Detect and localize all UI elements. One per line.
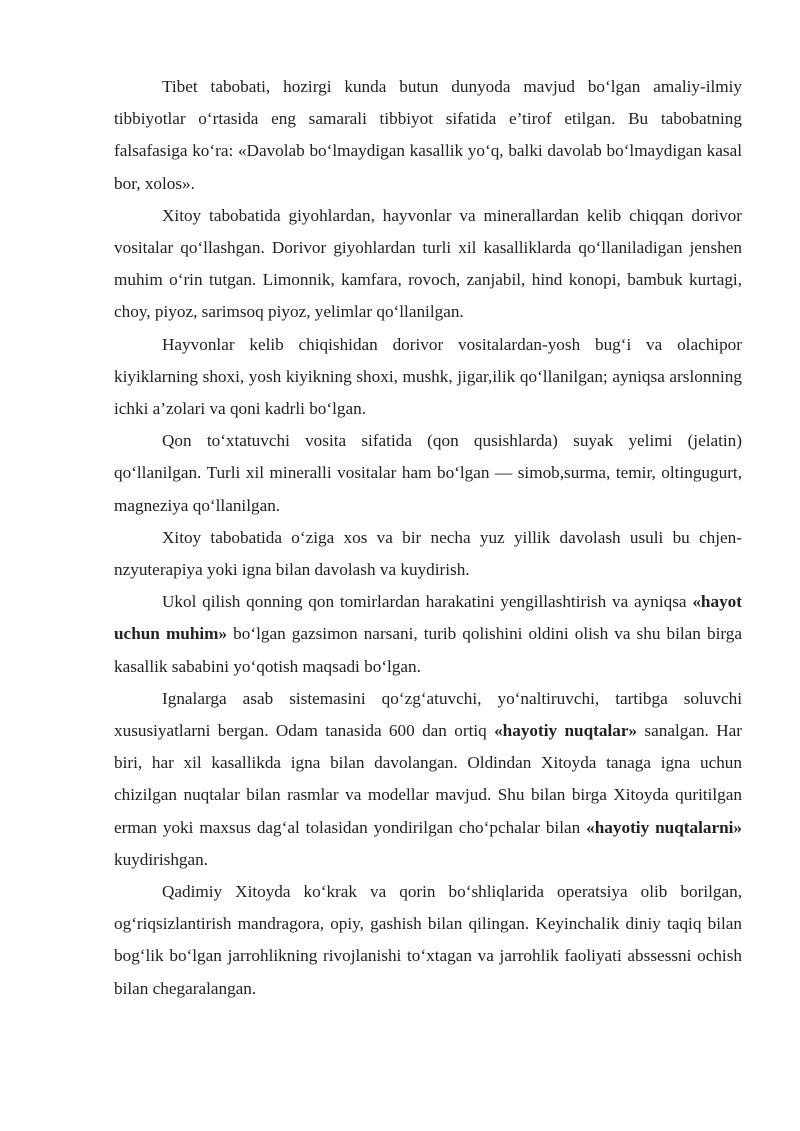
text-run: Qadimiy Xitoyda ko‘krak va qorin bo‘shliqlarida operatsiya olib borilgan, og‘riqsizlantirish mandragora, opiy, gashish bilan qilingan. Keyinchalik diniy taqiq bilan bog‘lik bo‘lgan jarrohlikning rivojlanishi to‘xtagan va jarrohlik faoliyati abssessni ochish bilan chegaralangan. — [114, 882, 742, 998]
paragraph-6 — [114, 586, 742, 683]
document-body — [114, 71, 742, 1005]
paragraph-5 — [114, 522, 742, 586]
paragraph-4 — [114, 425, 742, 522]
text-run: Qon to‘xtatuvchi vosita sifatida (qon qusishlarda) suyak yelimi (jelatin) qo‘llanilgan. Turli xil mineralli vositalar ham bo‘lgan — simob,surma, temir, oltingugurt, magneziya qo‘llanilgan. — [114, 431, 742, 515]
text-run: Xitoy tabobatida giyohlardan, hayvonlar va minerallardan kelib chiqqan dorivor vositalar qo‘llashgan. Dorivor giyohlardan turli xil kasalliklarda qo‘llaniladigan jenshen muhim o‘rin tutgan. Limonnik, kamfara, rovoch, zanjabil, hind konopi, bambuk kurtagi, choy, piyoz, sarimsoq piyoz, yelimlar qo‘llanilgan. — [114, 205, 742, 322]
emphasized-phrase: «hayotiy nuqtalarni» — [586, 817, 743, 837]
text-run: Xitoy tabobatida o‘ziga xos va bir necha yuz yillik davolash usuli bu chjen-nzyuterapiya yoki igna bilan davolash va kuydirish. — [114, 527, 742, 580]
text-run: Tibet tabobati, hozirgi kunda butun dunyoda mavjud bo‘lgan amaliy-ilmiy tibbiyotlar o‘rtasida eng samarali tibbiyot sifatida e’tirof etilgan. Bu tabobatning falsafasiga ko‘ra: «Davolab bo‘lmaydigan kasallik yo‘q, balki davolab bo‘lmaydigan kasal bor, xolos». — [114, 77, 742, 193]
paragraph-1 — [114, 71, 742, 200]
text-run: bo‘lgan gazsimon narsani, turib qolishini oldini olish va shu bilan birga kasallik sababini yo‘qotish maqsadi bo‘lgan. — [114, 624, 742, 676]
paragraph-8 — [114, 876, 742, 1005]
paragraph-7 — [114, 683, 742, 876]
text-run: Hayvonlar kelib chiqishidan dorivor vositalardan-yosh bug‘i va olachipor kiyiklarning shoxi, yosh kiyikning shoxi, mushk, jigar,ilik qo‘llanilgan; ayniqsa arslonning ichki a’zolari va qoni kadrli bo‘lgan. — [114, 334, 742, 419]
text-run: kuydirishgan. — [114, 849, 209, 869]
emphasized-phrase: «hayot uchun muhim» — [114, 592, 742, 644]
emphasized-phrase: «hayotiy nuqtalar» — [494, 721, 638, 741]
text-run: Ukol qilish qonning qon tomirlardan harakatini yengillashtirish va ayniqsa — [162, 592, 693, 612]
text-run: Ignalarga asab sistemasini qo‘zg‘atuvchi, yo‘naltiruvchi, tartibga soluvchi xususiyatlarni bergan. Odam tanasida 600 dan ortiq — [114, 688, 742, 741]
paragraph-3 — [114, 329, 742, 426]
paragraph-2 — [114, 200, 742, 329]
text-run: sanalgan. Har biri, har xil kasallikda igna bilan davolangan. Oldindan Xitoyda tanaga igna uchun chizilgan nuqtalar bilan rasmlar va modellar mavjud. Shu bilan birga Xitoyda quritilgan erman yoki maxsus dag‘al tolasidan yondirilgan cho‘pchalar bilan — [114, 721, 742, 837]
